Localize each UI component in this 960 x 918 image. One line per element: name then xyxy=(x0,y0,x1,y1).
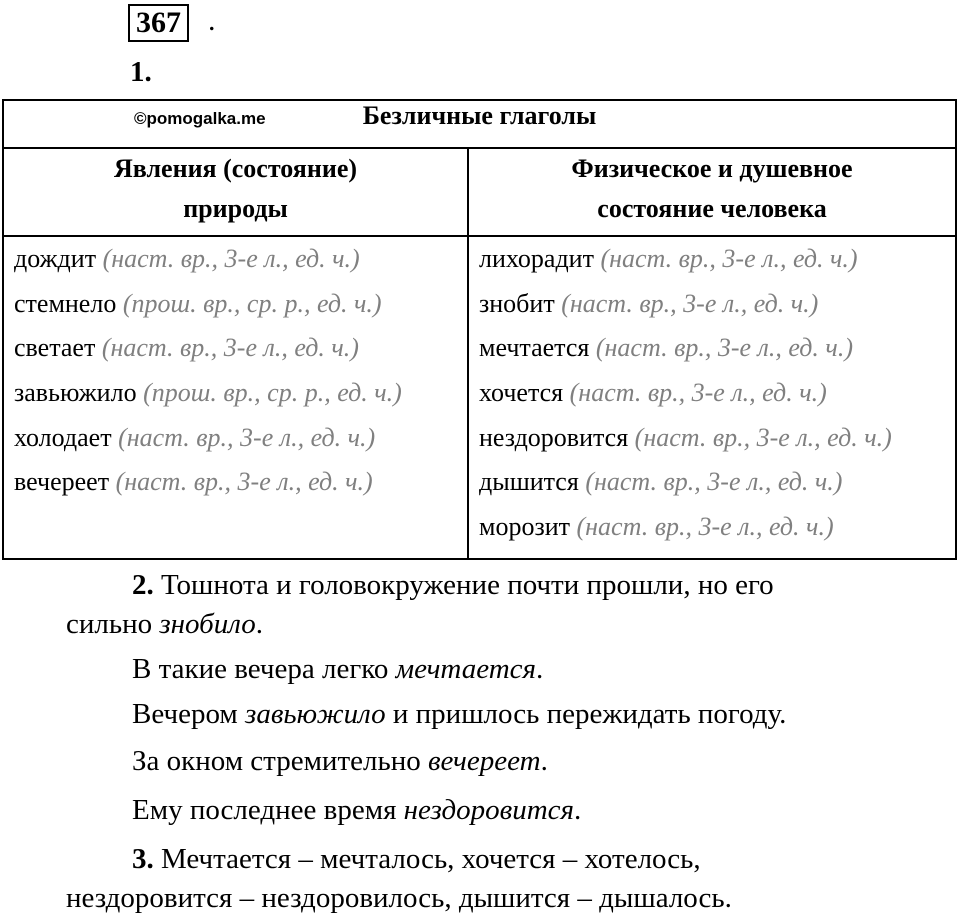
part-2-sentence-2: В такие вечера легко мечтается. xyxy=(132,653,544,685)
list-item: дождит (наст. вр., 3-е л., ед. ч.) xyxy=(14,244,360,273)
part-2-sentence-5: Ему последнее время нездоровится. xyxy=(132,794,582,826)
part-1-label: 1. xyxy=(130,56,152,88)
task-number-dot: . xyxy=(208,4,216,37)
part-2-sentence-3: Вечером завьюжило и пришлось пережидать погоду. xyxy=(132,698,787,730)
nature-verbs-cell xyxy=(3,236,468,559)
list-item: вечереет (наст. вр., 3-е л., ед. ч.) xyxy=(14,467,373,497)
list-item: лихорадит (наст. вр., 3-е л., ед. ч.) xyxy=(479,244,858,273)
list-item: завьюжило (прош. вр., ср. р., ед. ч.) xyxy=(14,378,402,408)
list-item: светает (наст. вр., 3-е л., ед. ч.) xyxy=(14,333,359,363)
table-caption: Безличные глаголы xyxy=(362,101,597,130)
list-item: знобит (наст. вр., 3-е л., ед. ч.) xyxy=(479,288,819,318)
table-caption-cell xyxy=(3,100,956,148)
list-item: морозит (наст. вр., 3-е л., ед. ч.) xyxy=(479,512,834,542)
part-2-sentence-4: За окном стремительно вечереет. xyxy=(132,745,548,777)
task-number: 367 xyxy=(128,4,189,42)
list-item: холодает (наст. вр., 3-е л., ед. ч.) xyxy=(14,422,376,452)
impersonal-verbs-table xyxy=(2,99,957,560)
watermark: ©pomogalka.me xyxy=(134,109,266,128)
list-item: мечтается (наст. вр., 3-е л., ед. ч.) xyxy=(479,333,853,363)
list-item: стемнело (прош. вр., ср. р., ед. ч.) xyxy=(14,288,382,318)
column-header-human-state: Физическое и душевное состояние человека xyxy=(468,148,956,236)
list-item: хочется (наст. вр., 3-е л., ед. ч.) xyxy=(479,378,827,408)
column-header-nature: Явления (состояние) природы xyxy=(3,148,468,236)
list-item: нездоровится (наст. вр., 3-е л., ед. ч.) xyxy=(479,422,892,452)
part-3-answer: 3. Мечтается – мечталось, хочется – хотелось, нездоровится – нездоровилось, дышится – дышалось. xyxy=(66,843,732,914)
part-2-sentence-1: 2. Тошнота и головокружение почти прошли, но его сильно знобило. xyxy=(66,569,774,640)
list-item: дышится (наст. вр., 3-е л., ед. ч.) xyxy=(479,467,843,497)
human-state-verbs-cell xyxy=(468,236,956,559)
